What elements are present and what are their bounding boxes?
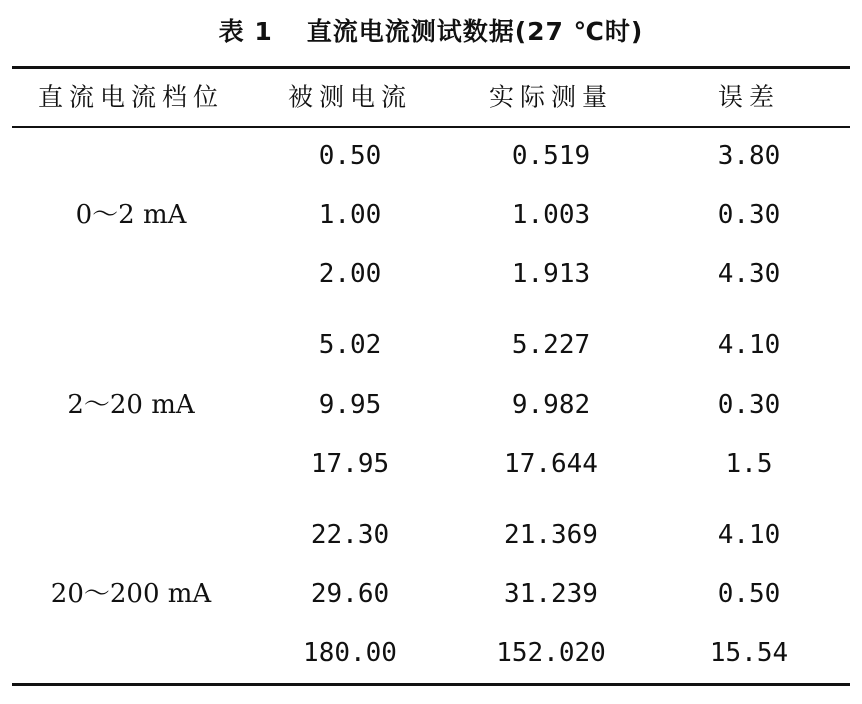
measured-current-cell: 180.00 <box>303 638 397 668</box>
actual-reading-cell: 17.644 <box>504 449 598 479</box>
error-cell: 15.54 <box>709 638 789 668</box>
actual-reading-cell: 0.519 <box>511 141 591 171</box>
actual-reading-cell: 1.003 <box>511 200 591 230</box>
error-cell: 1.5 <box>725 449 773 479</box>
error-cell: 0.30 <box>717 200 781 230</box>
table-label: 表 1 <box>218 17 273 46</box>
table-title <box>0 12 862 48</box>
range-label: 0～2 mA <box>75 200 187 230</box>
measured-current-cell: 2.00 <box>318 259 382 289</box>
measured-current-cell: 17.95 <box>310 449 390 479</box>
header-error: 误差 <box>717 82 781 112</box>
measured-current-cell: 29.60 <box>310 579 390 609</box>
range-label: 20～200 mA <box>50 579 212 609</box>
actual-reading-cell: 31.239 <box>504 579 598 609</box>
header-measured-current: 被测电流 <box>287 82 413 112</box>
measured-current-cell: 22.30 <box>310 520 390 550</box>
measured-current-cell: 9.95 <box>318 390 382 420</box>
actual-reading-cell: 152.020 <box>496 638 606 668</box>
error-cell: 3.80 <box>717 141 781 171</box>
error-cell: 4.10 <box>717 330 781 360</box>
actual-reading-cell: 1.913 <box>511 259 591 289</box>
header-actual-reading: 实际测量 <box>488 82 614 112</box>
error-cell: 4.10 <box>717 520 781 550</box>
actual-reading-cell: 21.369 <box>504 520 598 550</box>
actual-reading-cell: 9.982 <box>511 390 591 420</box>
actual-reading-cell: 5.227 <box>511 330 591 360</box>
top-rule <box>12 66 850 69</box>
error-cell: 0.50 <box>717 579 781 609</box>
measured-current-cell: 1.00 <box>318 200 382 230</box>
table-caption: 直流电流测试数据(27 ℃时) <box>306 17 644 46</box>
measured-current-cell: 5.02 <box>318 330 382 360</box>
range-label: 2～20 mA <box>67 390 195 420</box>
bottom-rule <box>12 683 850 686</box>
error-cell: 0.30 <box>717 390 781 420</box>
measured-current-cell: 0.50 <box>318 141 382 171</box>
header-rule <box>12 126 850 128</box>
header-range: 直流电流档位 <box>37 82 225 112</box>
error-cell: 4.30 <box>717 259 781 289</box>
